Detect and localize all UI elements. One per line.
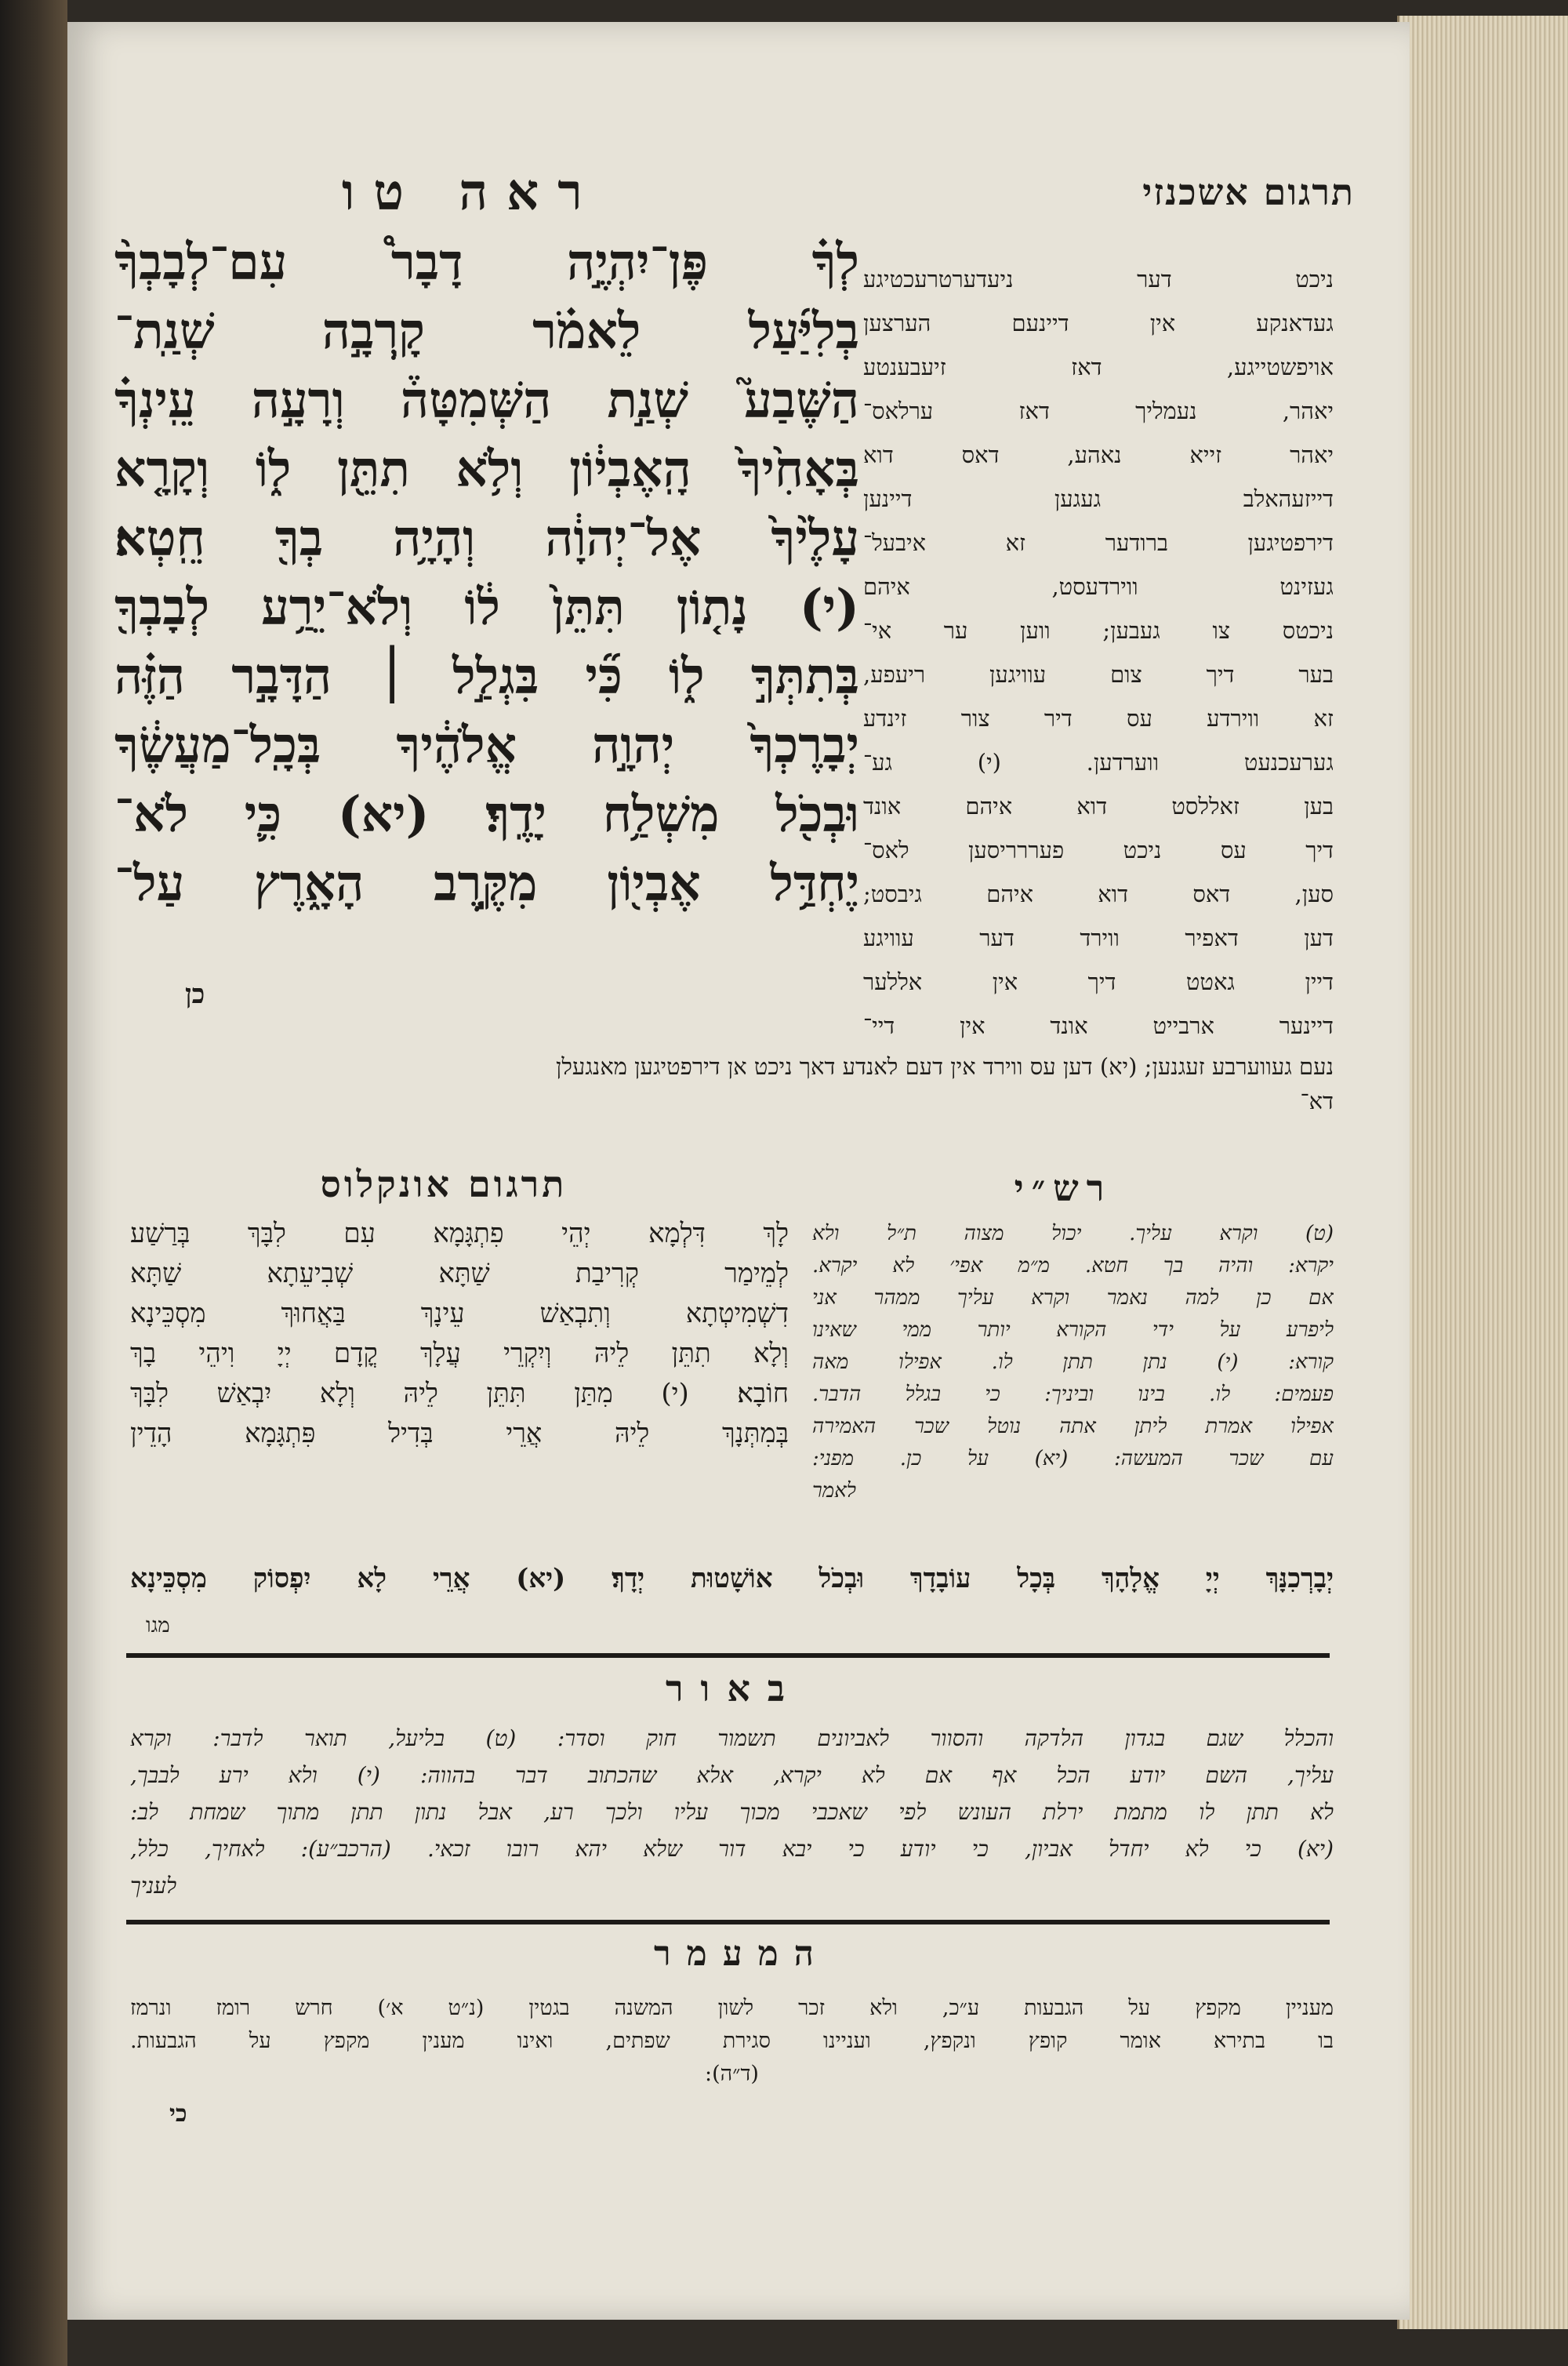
onkelos-column [130,1214,789,1454]
header-targum-ashkenazi: תרגום אשכנזי [1142,171,1355,213]
yiddish-line: אויפשטייגע, דאז זיעבענטע [863,354,1334,380]
targum-ashkenazi-column [863,257,1334,1048]
yiddish-line: סען, דאס דוא איהם גיבסט; [863,881,1334,907]
onkelos-catchword: מגו [146,1614,170,1637]
yiddish-line: נעם געווערבע זעגנען; (יא) דען עס ווירד אין דעם לאנדע דאך ניכט אן דירפטיגען מאנגעלן [555,1053,1334,1080]
section-divider [126,1653,1330,1658]
yiddish-line: בער דיך צום עוויגען ריעפע, [863,661,1334,688]
yiddish-line: דייזעהאלב געגען דיינען [863,485,1334,512]
book-page [67,22,1410,2320]
scripture-line: בְּתִתְּךָ֣ ל֑וֹ כִּ֞י בִּגְלַ֣ל ׀ הַדָּבָ֣ר הַזֶּ֗ה [114,647,859,705]
biur-line: לעניך [130,1873,177,1899]
onkelos-heading: תרגום אונקלוס [320,1163,568,1205]
onkelos-line: וְלָא תִתֵּן לֵיהּ וְיִקְרֵי עֲלָךְ קֳדָם יְיָ וִיהֵי בָךְ [130,1338,789,1369]
rashi-line: ליפרע על ידי הקורא יותר ממי שאינו [812,1318,1334,1342]
yiddish-line: בען זאללסט דוא איהם אונד [863,793,1334,820]
yiddish-line: יאהר זייא נאהע, דאס דוא [863,442,1334,468]
yiddish-line: יאהר, נעמליך דאז ערלאס־ [863,398,1334,424]
rashi-line: אפילו אמרת ליתן אתה נוטל שכר האמירה [812,1415,1334,1438]
meamer-line: מעניין מקפץ על הגבעות ע״כ, ולא זכר לשון המשנה בגטין (נ״ט א׳) חרש רומז ונרמז [130,1996,1334,2020]
book-spine-edge [0,0,67,2366]
onkelos-line: לָךְ דִּלְמָא יְהֵי פִתְגָּמָא עִם לִבָּךְ בְּרַשַׁע [130,1218,789,1249]
yiddish-line: דא־ [1300,1088,1334,1114]
biur-line: (יא) כי לא יחדל אביון, כי יודע כי יבא דור שלא יהא רובו זכאי. (הרכב״ע): לאחיך, כלל, [130,1836,1334,1862]
scripture-line: לְךָ֗ פֶּן־יִהְיֶ֣ה דָבָר֩ עִם־לְבָבְךָ֨ [114,233,859,291]
yiddish-line: געדאנקע אין דיינעם הערצען [863,310,1334,336]
page-catchword: כי [169,2100,187,2128]
scripture-line: וּבְכֹ֖ל מִשְׁלַ֥ח יָדֶֽךָ׃ (יא) כִּ֛י לֹא־ [114,785,859,843]
yiddish-line: זא ווירדע עס דיר צור זינדע [863,705,1334,732]
scripture-line: בְּאָחִ֙יךָ֙ הָֽאֶבְי֔וֹן וְלֹ֥א תִתֵּ֖ן ל֑וֹ וְקָרָ֤א [114,440,859,498]
targum-ashkenazi-continuation [130,1049,1334,1118]
yiddish-line: דען דאפיר ווירד דער עוויגע [863,925,1334,951]
biur-line: והכלל שגם בגדון הלדקה והסוור לאביונים תשמור חוק וסדר: (ט) בליעל, תואר לדבר: וקרא [130,1725,1334,1751]
section-divider [126,1920,1330,1924]
biur-text [130,1720,1334,1904]
meamer-line: (ד״ה): [705,2062,759,2086]
biur-line: עליך, השם יודע הכל אף אם לא יקרא, אלא שהכתוב דבר בהווה: (י) ולא ירע לבבך, [130,1762,1334,1788]
scripture-line: יֶחְדַּ֥ל אֶבְי֖וֹן מִקֶּ֣רֶב הָאָ֑רֶץ עַל־ [114,854,859,912]
onkelos-full-width-line: יְבָרְכִנָּךְ יְיָ אֱלָהָךְ בְּכָל עוֹבָדָךְ וּבְכֹל אוֹשָׁטוּת יְדָךְ׃ (יא) אֲרֵי לָא יִפְסוֹק מִסְכֵּינָא [130,1563,1334,1594]
rashi-line: קורא: (י) נתן תתן לו. אפילו מאה [812,1350,1334,1374]
header-parasha-verse: ראה טו [342,163,601,222]
yiddish-line: דיך עס ניכט פעררריסען לאס־ [863,837,1334,863]
book-fore-edge [1397,16,1568,2329]
scripture-catchword: כן [185,979,205,1010]
onkelos-line: דִשְׁמִיטְתָא וְתִבְאַשׁ עֵינָךְ בַּאֲחוּךְ מִסְכֵּינָא [130,1298,789,1329]
rashi-line: (ט) וקרא עליך. יכול מצוה ת״ל ולא [812,1222,1334,1245]
yiddish-line: גערעכנעט ווערדען. (י) גע־ [863,749,1334,776]
onkelos-line: חוֹבָא׃ (י) מִתַּן תִּתֵּן לֵיהּ וְלָא יִבְאַשׁ לִבָּךְ [130,1378,789,1409]
meamer-text [130,1992,1334,2091]
biur-line: לא תתן לו מתמת ירלת העונש לפי שאכבי מכוך עליו ולכך רע, אבל נתון תתן מתוך שמחת לב: [130,1799,1334,1825]
onkelos-line: בְּמִתְּנָךְ לֵיהּ אֲרֵי בְּדִיל פִּתְגָּמָא הָדֵין [130,1418,789,1449]
rashi-line: לאמר [812,1479,856,1503]
yiddish-line: דירפטיגען ברודער זא איבעל־ [863,529,1334,556]
yiddish-line: דיין גאטט דיך אין אללער [863,969,1334,995]
rashi-line: פעמים: לו. בינו וביניך: כי בגלל הדבר. [812,1383,1334,1406]
scripture-text [114,227,859,918]
yiddish-line: ניכט דער ניעדערטרעכטיגע [863,266,1334,293]
yiddish-line: געזינט ווירדעסט, איהם [863,573,1334,600]
biur-heading: באור [665,1667,803,1710]
scripture-line: יְבָרֶכְךָ֙ יְהוָ֣ה אֱלֹהֶ֔יךָ בְּכָֽל־מַעֲשֶׂ֔ךָ [114,716,859,774]
scripture-line: הַשֶּׁבַע֮ שְׁנַ֣ת הַשְּׁמִטָּה֒ וְרָעָ֣ה עֵֽינְךָ֗ [114,371,859,429]
rashi-heading: רש״י [1014,1167,1112,1209]
rashi-line: אם כן למה נאמר וקרא עליך ממהר אני [812,1286,1334,1310]
rashi-line: עם שכר המעשה: (יא) על כן. מפני: [812,1447,1334,1470]
scripture-line: בְלִיַּ֜עַל לֵאמֹ֗ר קָֽרְבָ֣ה שְׁנַֽת־ [114,302,859,360]
yiddish-line: דיינער ארבייט אונד אין דיי־ [863,1012,1334,1039]
rashi-line: יקרא: והיה בך חטא. מ״מ אפי׳ לא יקרא. [812,1254,1334,1277]
scripture-line: (י) נָת֤וֹן תִּתֵּן֙ ל֔וֹ וְלֹא־יֵרַ֥ע לְבָבְךָ֖ [114,578,859,636]
meamer-heading: המעמר [654,1934,829,1974]
yiddish-line: ניכטס צו געבען; ווען ער אי־ [863,617,1334,644]
rashi-column [812,1218,1334,1507]
meamer-line: בו בתירא אומר קופץ ונקפץ, ועניינו סגירת שפתים, ואינו מענין מקפץ על הגבעות. [130,2029,1334,2053]
onkelos-line: לְמֵימַר קְרִיבַת שַׁתָּא שְׁבִיעֵתָא שַׁתָּא [130,1258,789,1289]
scripture-line: עָלֶ֙יךָ֙ אֶל־יְהוָ֔ה וְהָיָ֥ה בְךָ֖ חֵֽטְא׃ [114,509,859,567]
